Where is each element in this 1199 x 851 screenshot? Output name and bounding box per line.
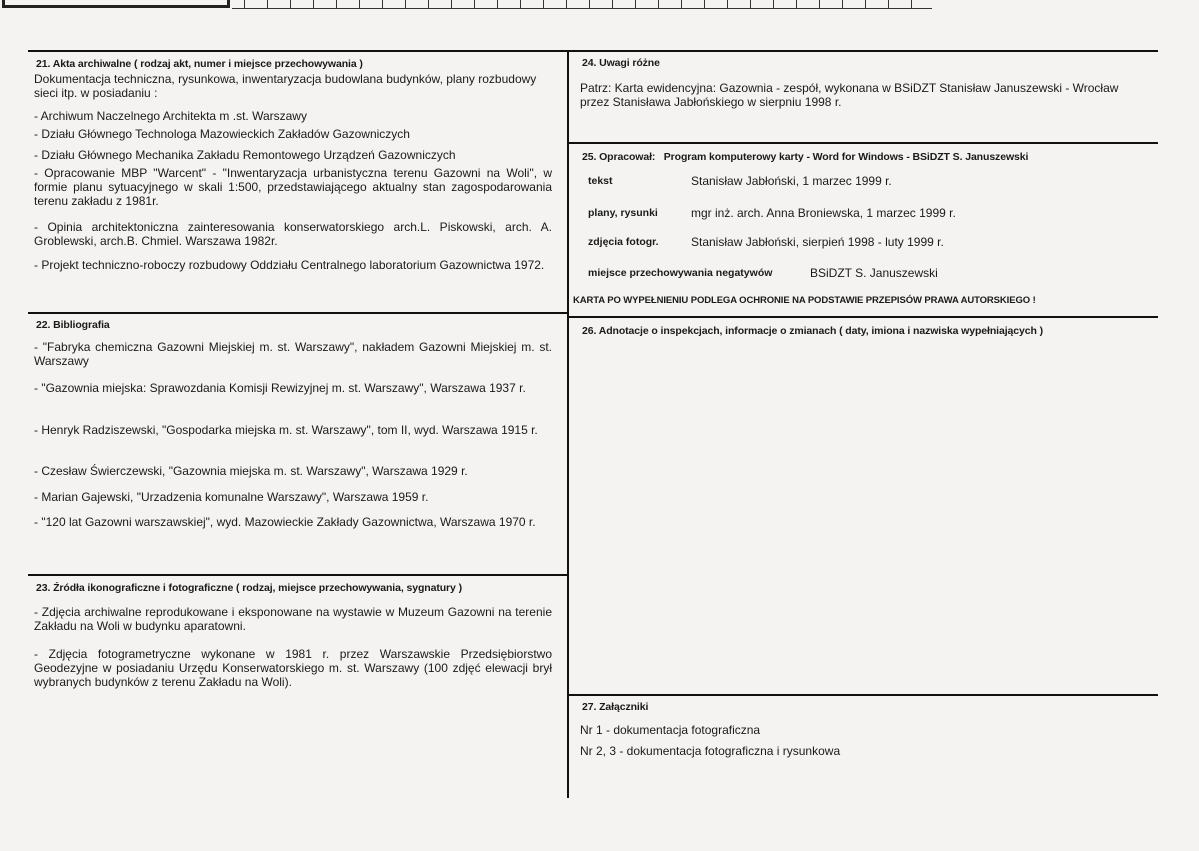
row-value-photos: Stanisław Jabłoński, sierpień 1998 - luty 1999 r. [691, 235, 944, 249]
ruler-tick [382, 0, 383, 8]
section-21-item: - Opinia architektoniczna zainteresowania konserwatorskiego arch.L. Piskowski, arch. A. Groblewski, arch.B. Chmiel. Warszawa 1982r. [34, 220, 552, 248]
ruler-tick [359, 0, 360, 8]
ruler-tick [451, 0, 452, 8]
section-21-intro: Dokumentacja techniczna, rysunkowa, inwentaryzacja budowlana budynków, plany rozbudowy sieci itp. w posiadaniu : [34, 72, 537, 100]
section-23-heading: 23. Źródła ikonograficzne i fotograficzne ( rodzaj, miejsce przechowywania, sygnatury ) [36, 582, 462, 594]
top-edge [0, 0, 1199, 12]
divider-center [567, 50, 569, 798]
ruler-tick [911, 0, 912, 8]
row-label-text: tekst [588, 175, 613, 187]
ruler-tick [520, 0, 521, 8]
ruler-tick [635, 0, 636, 8]
ruler-tick [796, 0, 797, 8]
row-label-plans: plany, rysunki [588, 207, 658, 219]
section-25-program: Program komputerowy karty - Word for Windows - BSiDZT S. Januszewski [663, 151, 1029, 163]
section-24-text: Patrz: Karta ewidencyjna: Gazownia - zespół, wykonana w BSiDZT Stanisław Januszewski - Wrocław przez Stanisława Jabłońskiego w sierpniu 1998 r. [580, 81, 1119, 109]
ruler-tick [727, 0, 728, 8]
ruler-tick [405, 0, 406, 8]
divider-21-22 [28, 312, 567, 314]
section-22-item: - "Gazownia miejska: Sprawozdania Komisji Rewizyjnej m. st. Warszawy", Warszawa 1937 r. [34, 381, 526, 395]
ruler-tick [750, 0, 751, 8]
section-23-item: - Zdjęcia archiwalne reprodukowane i eksponowane na wystawie w Muzeum Gazowni na terenie Zakładu na Woli w budynku aparatowni. [34, 605, 552, 633]
top-box-remnant [2, 0, 230, 8]
ruler-tick [244, 0, 245, 8]
section-21-item: - Działu Głównego Technologa Mazowieckich Zakładów Gazowniczych [34, 127, 410, 141]
ruler-tick [313, 0, 314, 8]
ruler-tick [589, 0, 590, 8]
section-22-item: - Czesław Świerczewski, "Gazownia miejska m. st. Warszawy", Warszawa 1929 r. [34, 464, 468, 478]
ruler-tick [888, 0, 889, 8]
ruler-tick [566, 0, 567, 8]
divider-26-27 [567, 694, 1158, 696]
ruler-tick [290, 0, 291, 8]
divider-25-26 [567, 316, 1158, 318]
ruler-tick [543, 0, 544, 8]
section-24-heading: 24. Uwagi różne [582, 57, 660, 69]
ruler-tick [819, 0, 820, 8]
ruler-tick [842, 0, 843, 8]
section-21-item: - Opracowanie MBP "Warcent" - "Inwentaryzacja urbanistyczna terenu Gazowni na Woli", w formie planu sytuacyjnego w skali 1:500, przedstawiającego aktualny stan zagospodarowania terenu zakładu z 1981r. [34, 166, 552, 208]
section-25-heading [582, 151, 1028, 163]
ruler-tick [497, 0, 498, 8]
ruler-tick [865, 0, 866, 8]
section-22-item: - "120 lat Gazowni warszawskiej", wyd. Mazowieckie Zakłady Gazownictwa, Warszawa 1970 r. [34, 515, 536, 529]
ruler-tick [428, 0, 429, 8]
divider-22-23 [28, 574, 567, 576]
ruler-tick [336, 0, 337, 8]
row-label-photos: zdjęcia fotogr. [588, 236, 659, 248]
ruler-tick [773, 0, 774, 8]
row-value-plans: mgr inż. arch. Anna Broniewska, 1 marzec 1999 r. [691, 206, 956, 220]
ruler-tick [267, 0, 268, 8]
section-22-item: - "Fabryka chemiczna Gazowni Miejskiej m. st. Warszawy", nakładem Gazowni Miejskiej m. st. Warszawy [34, 340, 552, 368]
section-27-item: Nr 2, 3 - dokumentacja fotograficzna i rysunkowa [580, 744, 841, 758]
ruler-tick [612, 0, 613, 8]
section-21-item: - Projekt techniczno-roboczy rozbudowy Oddziału Centralnego laboratorium Gazownictwa 1972. [34, 258, 545, 272]
divider-24-25 [567, 142, 1158, 144]
divider-top [28, 50, 1158, 52]
section-21-item: - Archiwum Naczelnego Architekta m .st. Warszawy [34, 109, 307, 123]
ruler-tick [658, 0, 659, 8]
copyright-notice: KARTA PO WYPEŁNIENIU PODLEGA OCHRONIE NA PODSTAWIE PRZEPISÓW PRAWA AUTORSKIEGO ! [573, 295, 1036, 306]
section-27-heading: 27. Załączniki [582, 701, 649, 713]
section-23-item: - Zdjęcia fotogrametryczne wykonane w 1981 r. przez Warszawskie Przedsiębiorstwo Geodezyjne w posiadaniu Urzędu Konserwatorskiego m. st. Warszawy (100 zdjęć elewacji brył wybranych budynków z terenu Zakładu na Woli). [34, 647, 552, 689]
section-21-item: - Działu Głównego Mechanika Zakładu Remontowego Urządzeń Gazowniczych [34, 148, 456, 162]
section-27-item: Nr 1 - dokumentacja fotograficzna [580, 723, 761, 737]
top-ruler [232, 0, 932, 9]
section-25-label: 25. Opracował: [582, 151, 656, 163]
section-26-heading: 26. Adnotacje o inspekcjach, informacje o zmianach ( daty, imiona i nazwiska wypełniających ) [582, 325, 1044, 337]
section-22-item: - Henryk Radziszewski, "Gospodarka miejska m. st. Warszawy", tom II, wyd. Warszawa 1915 r. [34, 423, 538, 437]
section-22-heading: 22. Bibliografia [36, 319, 110, 331]
ruler-tick [681, 0, 682, 8]
ruler-tick [474, 0, 475, 8]
section-21-heading: 21. Akta archiwalne ( rodzaj akt, numer i miejsce przechowywania ) [36, 58, 363, 70]
row-value-text: Stanisław Jabłoński, 1 marzec 1999 r. [691, 174, 892, 188]
row-label-negatives: miejsce przechowywania negatywów [588, 267, 773, 279]
ruler-tick [704, 0, 705, 8]
row-value-negatives: BSiDZT S. Januszewski [810, 266, 938, 280]
section-22-item: - Marian Gajewski, "Urzadzenia komunalne Warszawy", Warszawa 1959 r. [34, 490, 429, 504]
